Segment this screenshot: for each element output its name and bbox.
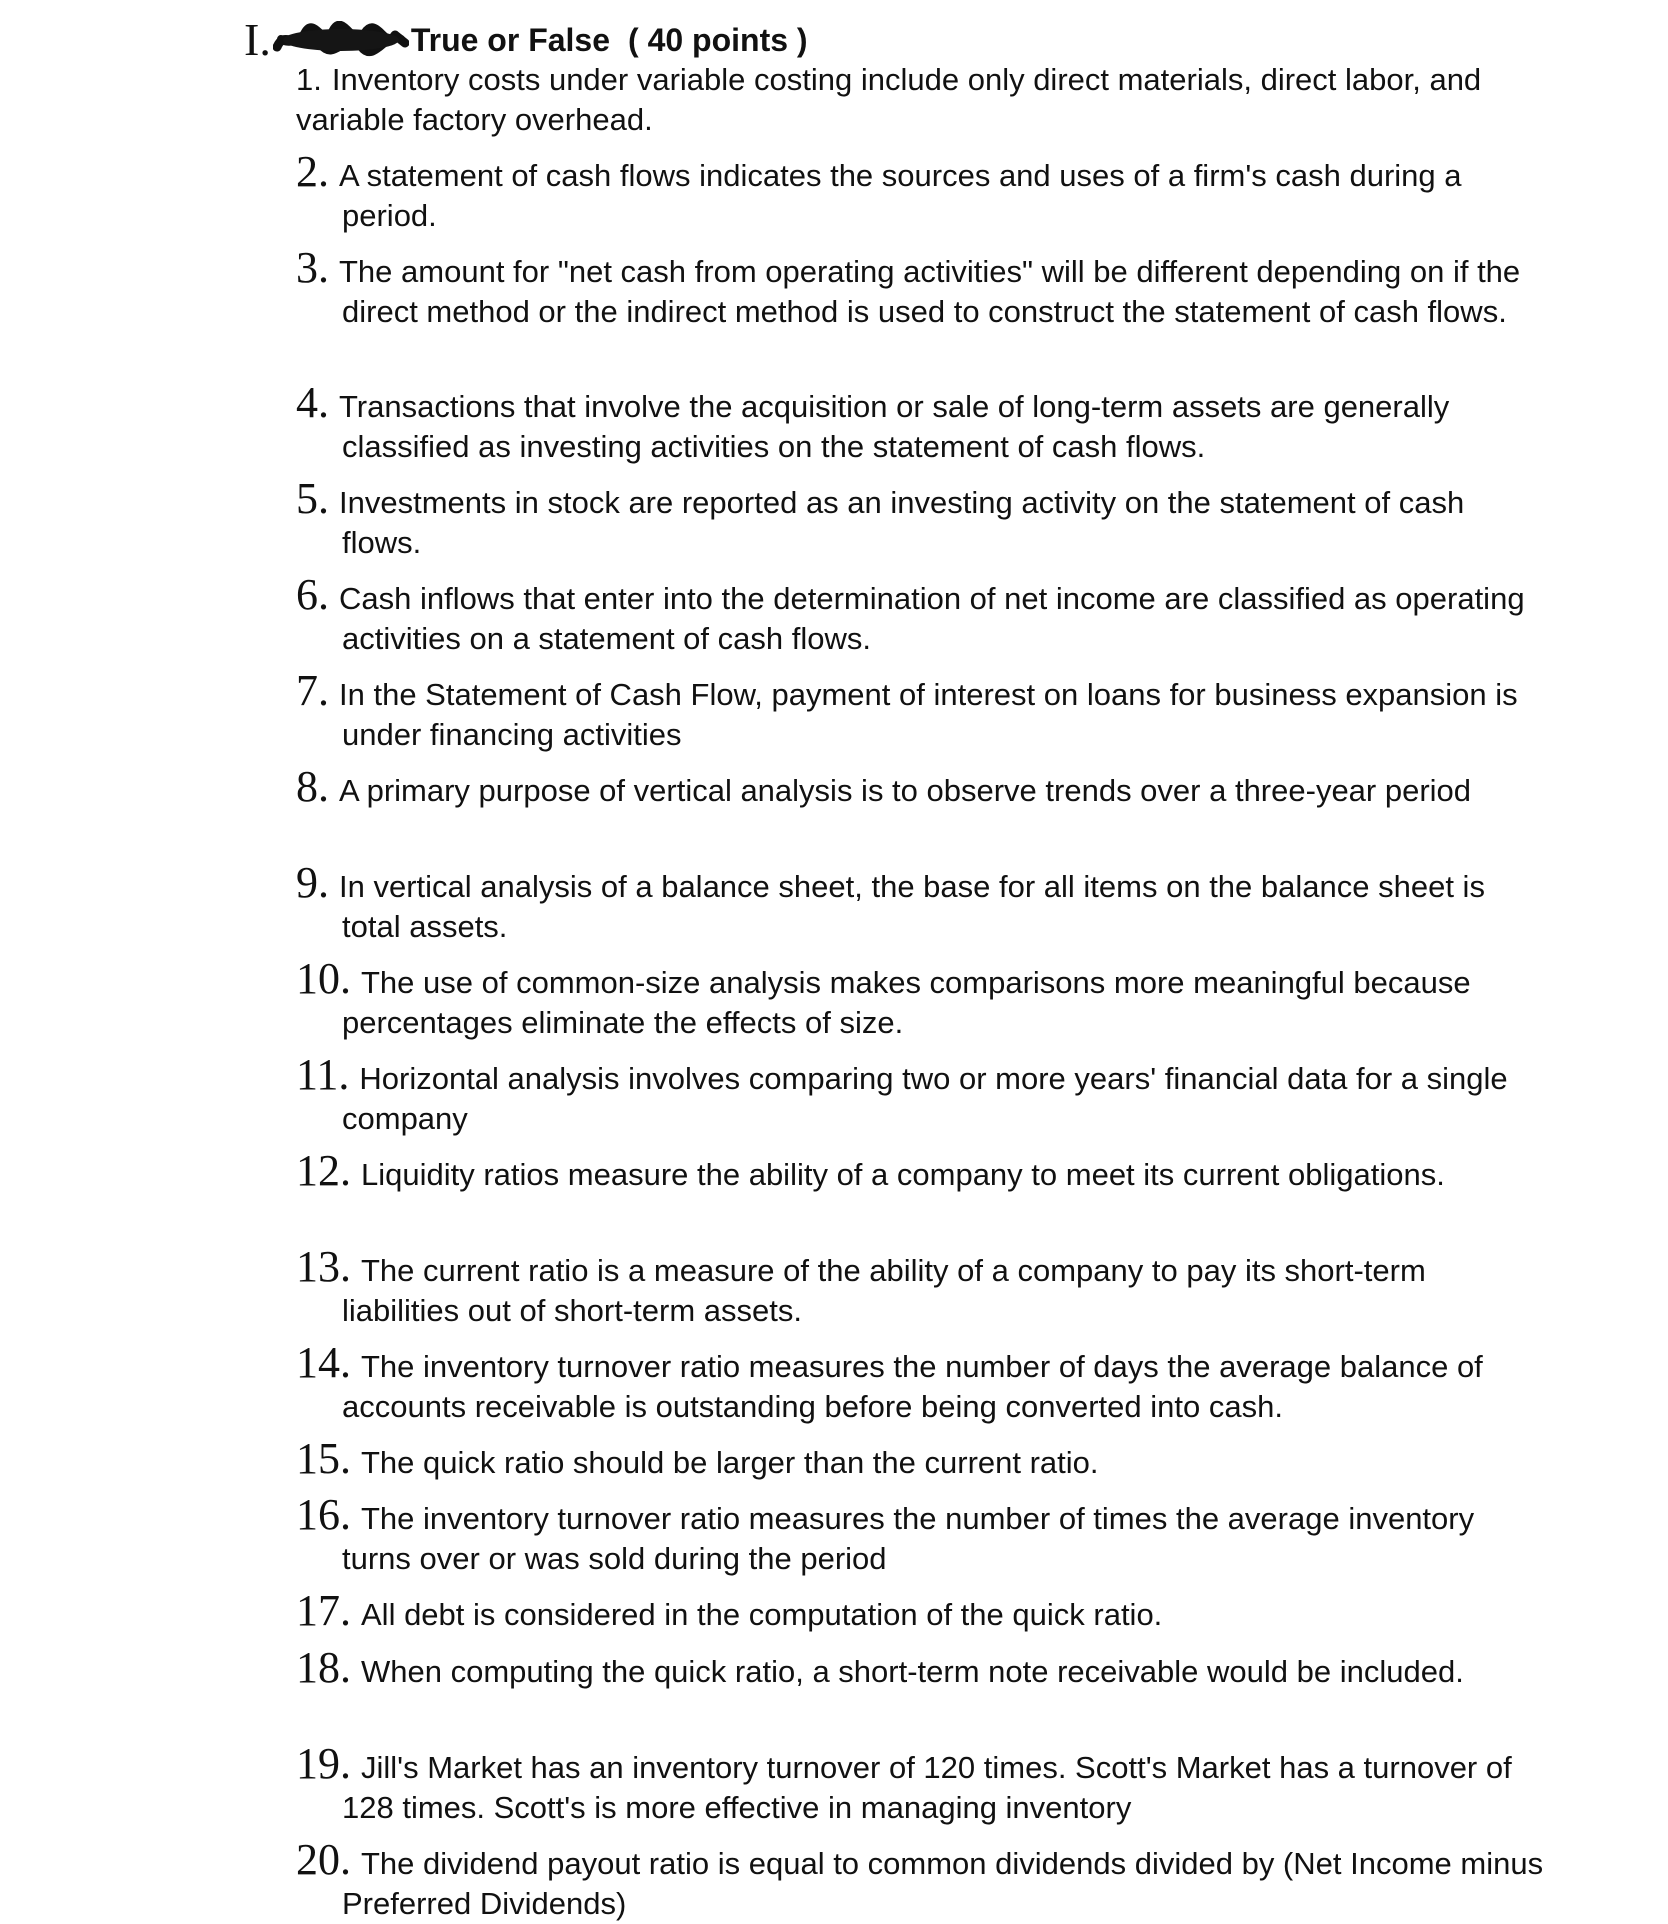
- question-number: 4.: [296, 378, 329, 427]
- question-number: 13.: [296, 1242, 351, 1291]
- question-text: Inventory costs under variable costing include only direct materials, direct labor, and variable factory overhead.: [296, 62, 1482, 137]
- question-number: 20.: [296, 1835, 351, 1884]
- question-text: Cash inflows that enter into the determination of net income are classified as operating activities on a statement of cash flows.: [339, 581, 1525, 656]
- question-text: Jill's Market has an inventory turnover of 120 times. Scott's Market has a turnover of 128 times. Scott's is more effective in managing inventory: [342, 1750, 1512, 1825]
- question-text: A primary purpose of vertical analysis is to observe trends over a three-year period: [339, 773, 1472, 808]
- question-text: Horizontal analysis involves comparing two or more years' financial data for a single company: [342, 1061, 1508, 1136]
- question-item: [296, 1338, 1546, 1427]
- question-item: [296, 1586, 1546, 1635]
- section-title: True or False: [410, 21, 611, 58]
- question-text: The amount for "net cash from operating activities" will be different depending on if the direct method or the indirect method is used to construct the statement of cash flows.: [339, 254, 1521, 329]
- question-text: The use of common-size analysis makes comparisons more meaningful because percentages eliminate the effects of size.: [342, 965, 1471, 1040]
- question-item: [296, 60, 1546, 140]
- redaction-scribble-icon: [273, 21, 409, 59]
- question-text: In the Statement of Cash Flow, payment of interest on loans for business expansion is under financing activities: [339, 677, 1518, 752]
- question-item: [296, 858, 1546, 947]
- question-item: [296, 570, 1546, 659]
- question-item: [296, 1050, 1546, 1139]
- question-item: [296, 474, 1546, 563]
- question-number: 16.: [296, 1490, 351, 1539]
- question-number: 9.: [296, 858, 329, 907]
- question-number: 1.: [296, 62, 322, 97]
- question-text: The inventory turnover ratio measures the number of days the average balance of accounts receivable is outstanding before being converted into cash.: [342, 1349, 1483, 1424]
- section-points: ( 40 points ): [628, 21, 808, 58]
- question-text: The inventory turnover ratio measures the number of times the average inventory turns over or was sold during the period: [342, 1501, 1475, 1576]
- question-item: [296, 954, 1546, 1043]
- question-item: [296, 1739, 1546, 1828]
- question-item: [296, 378, 1546, 467]
- question-item: [296, 243, 1546, 332]
- question-text: The current ratio is a measure of the ability of a company to pay its short-term liabilities out of short-term assets.: [342, 1253, 1426, 1328]
- question-text: Transactions that involve the acquisition or sale of long-term assets are generally classified as investing activities on the statement of cash flows.: [339, 389, 1450, 464]
- question-text: In vertical analysis of a balance sheet, the base for all items on the balance sheet is total assets.: [339, 869, 1485, 944]
- question-item: [296, 762, 1546, 811]
- question-item: [296, 1643, 1546, 1692]
- question-item: [296, 1146, 1546, 1195]
- question-item: [296, 1490, 1546, 1579]
- question-number: 14.: [296, 1338, 351, 1387]
- question-text: Investments in stock are reported as an investing activity on the statement of cash flows.: [339, 485, 1465, 560]
- question-text: The dividend payout ratio is equal to common dividends divided by (Net Income minus Preferred Dividends): [342, 1846, 1544, 1921]
- question-text: When computing the quick ratio, a short-term note receivable would be included.: [361, 1654, 1464, 1689]
- question-number: 11.: [296, 1050, 350, 1099]
- question-text: A statement of cash flows indicates the sources and uses of a firm's cash during a period.: [339, 158, 1462, 233]
- question-number: 15.: [296, 1434, 351, 1483]
- question-number: 7.: [296, 666, 329, 715]
- question-item: [296, 1434, 1546, 1483]
- question-item: [296, 1242, 1546, 1331]
- question-number: 19.: [296, 1739, 351, 1788]
- question-number: 5.: [296, 474, 329, 523]
- question-number: 8.: [296, 762, 329, 811]
- question-number: 10.: [296, 954, 351, 1003]
- question-number: 2.: [296, 147, 329, 196]
- question-text: Liquidity ratios measure the ability of a company to meet its current obligations.: [361, 1157, 1445, 1192]
- question-number: 12.: [296, 1146, 351, 1195]
- question-text: The quick ratio should be larger than the current ratio.: [361, 1445, 1099, 1480]
- question-number: 6.: [296, 570, 329, 619]
- question-number: 17.: [296, 1586, 351, 1635]
- question-item: [296, 666, 1546, 755]
- question-number: 3.: [296, 243, 329, 292]
- section-heading: [244, 14, 808, 66]
- question-text: All debt is considered in the computation of the quick ratio.: [361, 1597, 1163, 1632]
- question-number: 18.: [296, 1643, 351, 1692]
- question-item: [296, 1835, 1546, 1924]
- section-roman-numeral: I.: [244, 14, 271, 65]
- question-item: [296, 147, 1546, 236]
